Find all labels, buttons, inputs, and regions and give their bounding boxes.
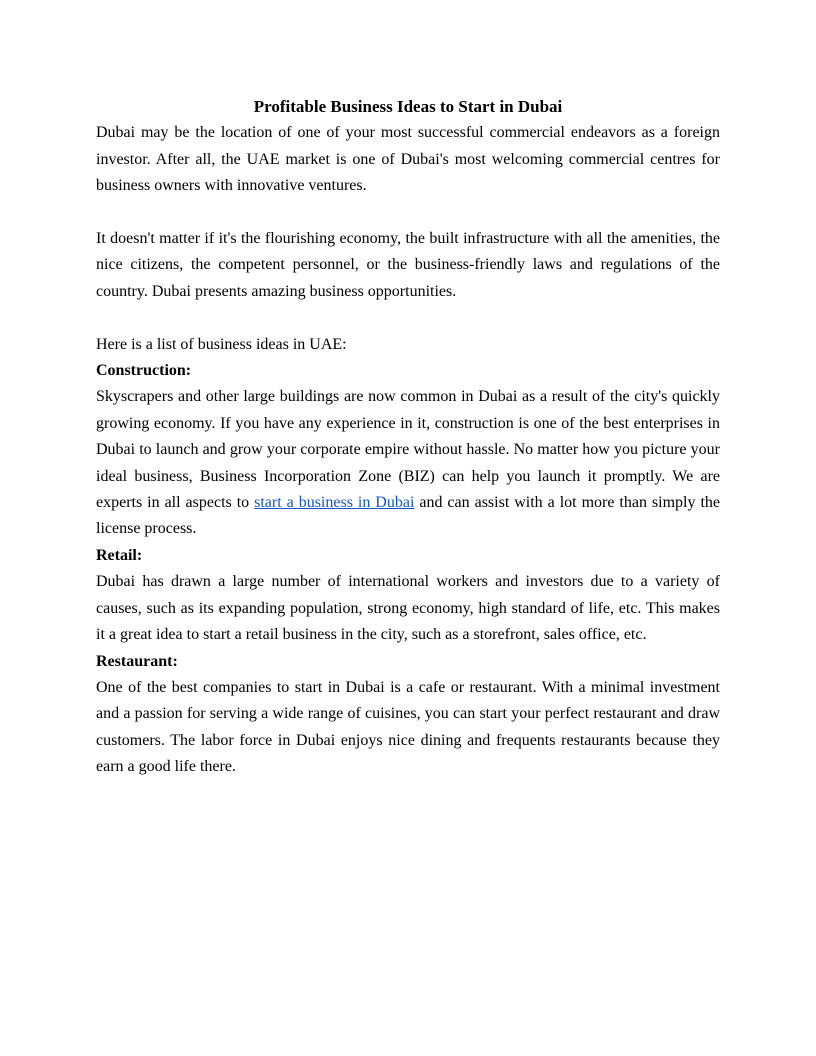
restaurant-paragraph: One of the best companies to start in Dubai is a cafe or restaurant. With a minimal investment and a passion for serving a wide range of cuisines, you can start your perfect restaurant and draw customers. The labor force in Dubai enjoys nice dining and frequents restaurants because they earn a good life there. (96, 678, 720, 776)
construction-paragraph (96, 384, 720, 542)
intro-paragraph-1: Dubai may be the location of one of your most successful commercial endeavors as a foreign investor. After all, the UAE market is one of Dubai's most welcoming commercial centres for business owners with innovative ventures. (96, 124, 720, 195)
intro-paragraph-2: It doesn't matter if it's the flourishing economy, the built infrastructure with all the amenities, the nice citizens, the competent personnel, or the business-friendly laws and regulations of the country. Dubai presents amazing business opportunities. (96, 230, 720, 300)
section-heading-retail: Retail: (96, 546, 143, 564)
start-business-link[interactable]: start a business in Dubai (254, 494, 415, 512)
document-title: Profitable Business Ideas to Start in Dubai (253, 97, 563, 116)
list-intro: Here is a list of business ideas in UAE: (96, 335, 347, 353)
construction-text-before-link: Skyscrapers and other large buildings are now common in Dubai as a result of the city's quickly growing economy. If you have any experience in it, construction is one of the best enterprises in Dubai to launch and grow your corporate empire without hassle. No matter how you picture your ideal business, Business Incorporation Zone (BIZ) can help you launch it promptly. We are experts in all aspects to (96, 388, 720, 512)
retail-paragraph: Dubai has drawn a large number of international workers and investors due to a variety of causes, such as its expanding population, strong economy, high standard of life, etc. This makes it a great idea to start a retail business in the city, such as a storefront, sales office, etc. (96, 573, 720, 644)
section-heading-construction: Construction: (96, 362, 192, 380)
construction-text-after-link: and can assist with a lot more than simply the license process. (96, 494, 720, 538)
section-heading-restaurant: Restaurant: (96, 652, 178, 670)
